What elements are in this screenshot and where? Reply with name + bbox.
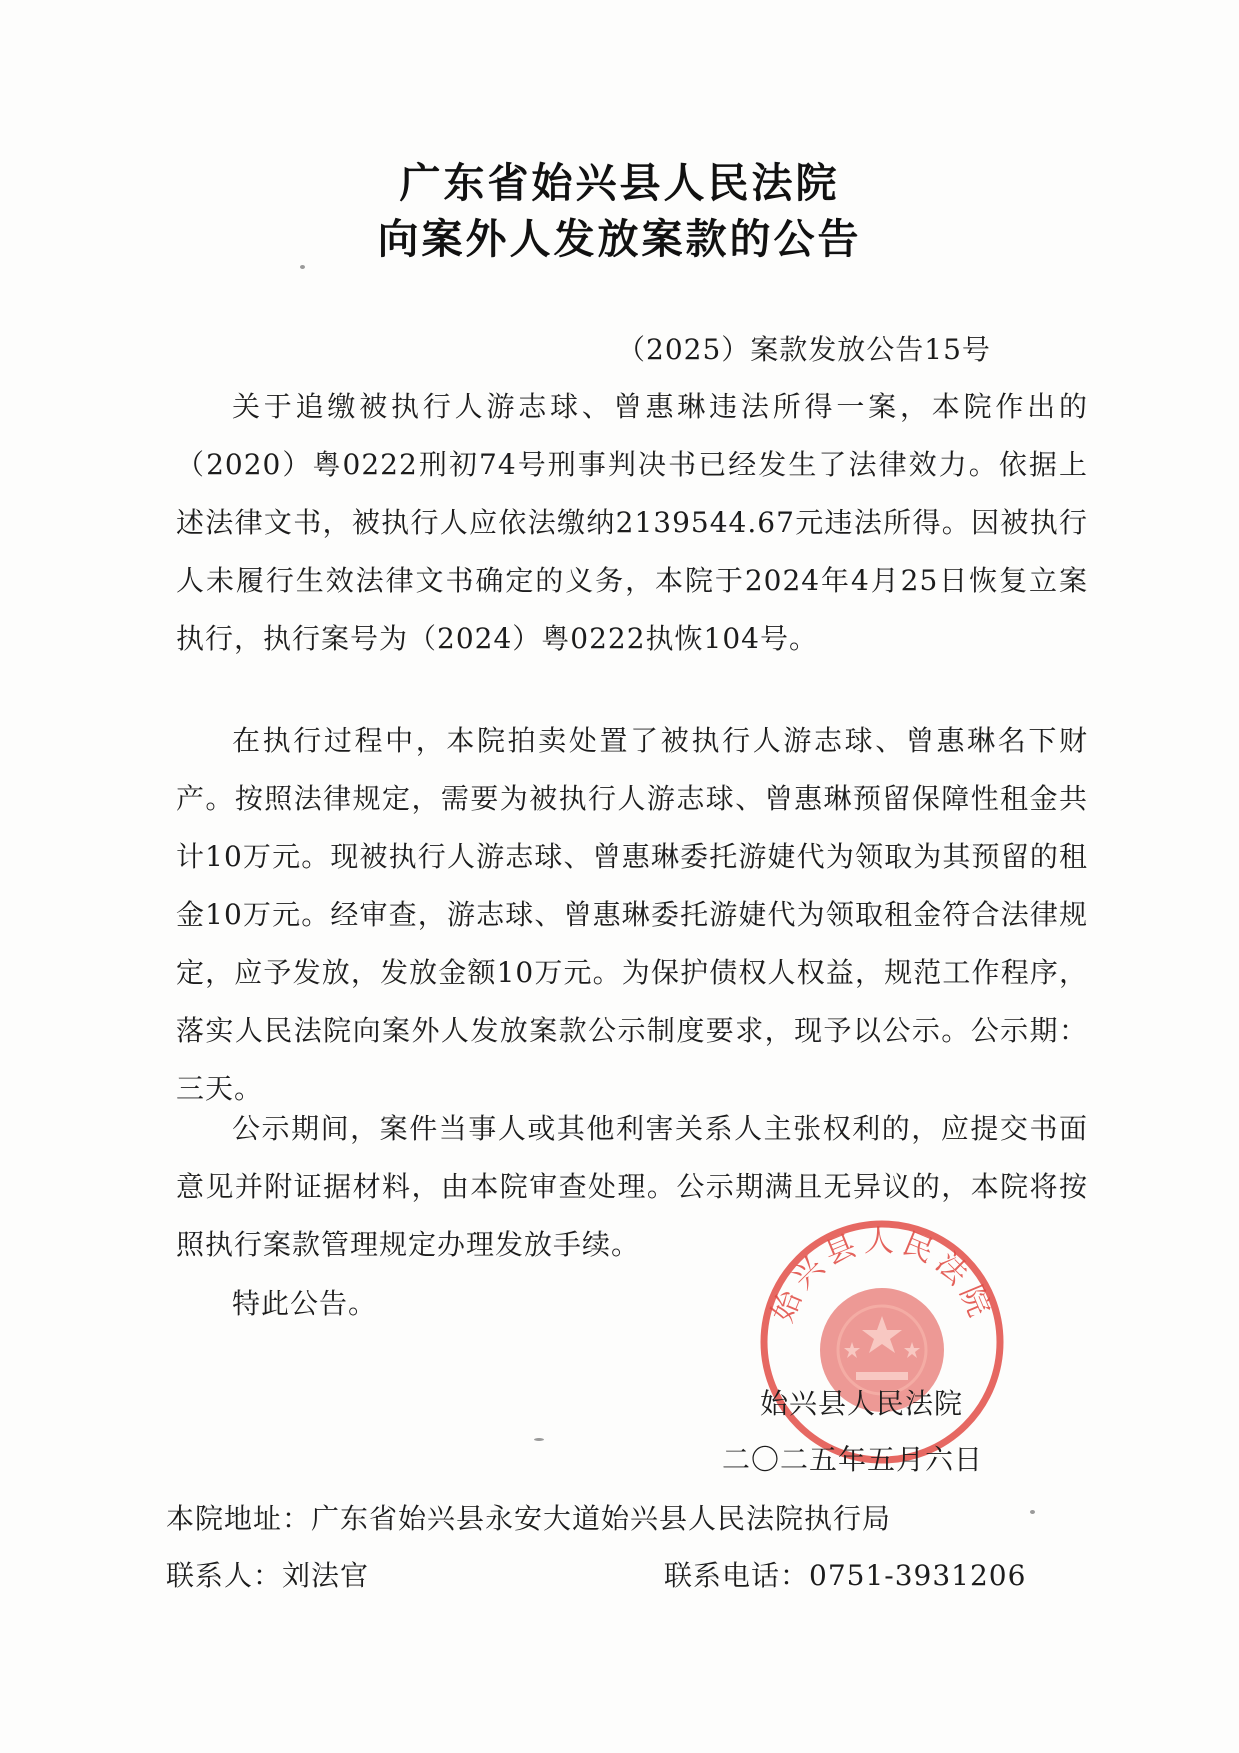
title-line-1: 广东省始兴县人民法院 xyxy=(399,159,840,207)
title-line-2: 向案外人发放案款的公告 xyxy=(377,215,862,263)
footer-address: 本院地址：广东省始兴县永安大道始兴县人民法院执行局 xyxy=(166,1502,892,1535)
paragraph-text: 公示期间，案件当事人或其他利害关系人主张权利的，应提交书面意见并附证据材料，由本院审查处理。公示期满且无异议的，本院将按照执行案款管理规定办理发放手续。 xyxy=(176,1112,1088,1261)
footer-contact: 联系人：刘法官 xyxy=(166,1559,370,1592)
paragraph-text: 特此公告。 xyxy=(232,1287,378,1320)
paragraph-text: 关于追缴被执行人游志球、曾惠琳违法所得一案，本院作出的（2020）粤0222刑初74号刑事判决书已经发生了法律效力。依据上述法律文书，被执行人应依法缴纳2139544.67元违法所得。因被执行人未履行生效法律文书确定的义务，本院于2024年4月25日恢复立案执行，执行案号为（2024）粤0222执恢104号。 xyxy=(176,390,1088,655)
signature-court: 始兴县人民法院 xyxy=(760,1387,964,1420)
court-seal-stamp xyxy=(752,1212,1012,1472)
paragraph-case-background xyxy=(176,378,1088,668)
seal-text: 始兴县人民法院 xyxy=(765,1223,999,1328)
scan-speck xyxy=(1030,1510,1035,1514)
footer-phone: 联系电话：0751-3931206 xyxy=(664,1559,1027,1592)
scan-speck xyxy=(534,1438,544,1441)
signature-date: 二〇二五年五月六日 xyxy=(722,1443,984,1476)
scan-speck xyxy=(300,265,305,269)
paragraph-execution xyxy=(176,712,1088,1118)
case-number: （2025）案款发放公告15号 xyxy=(617,333,991,366)
paragraph-text: 在执行过程中，本院拍卖处置了被执行人游志球、曾惠琳名下财产。按照法律规定，需要为被执行人游志球、曾惠琳预留保障性租金共计10万元。现被执行人游志球、曾惠琳委托游婕代为领取为其预留的租金10万元。经审查，游志球、曾惠琳委托游婕代为领取租金符合法律规定，应予发放，发放金额10万元。为保护债权人权益，规范工作程序，落实人民法院向案外人发放案款公示制度要求，现予以公示。公示期：三天。 xyxy=(176,724,1088,1105)
